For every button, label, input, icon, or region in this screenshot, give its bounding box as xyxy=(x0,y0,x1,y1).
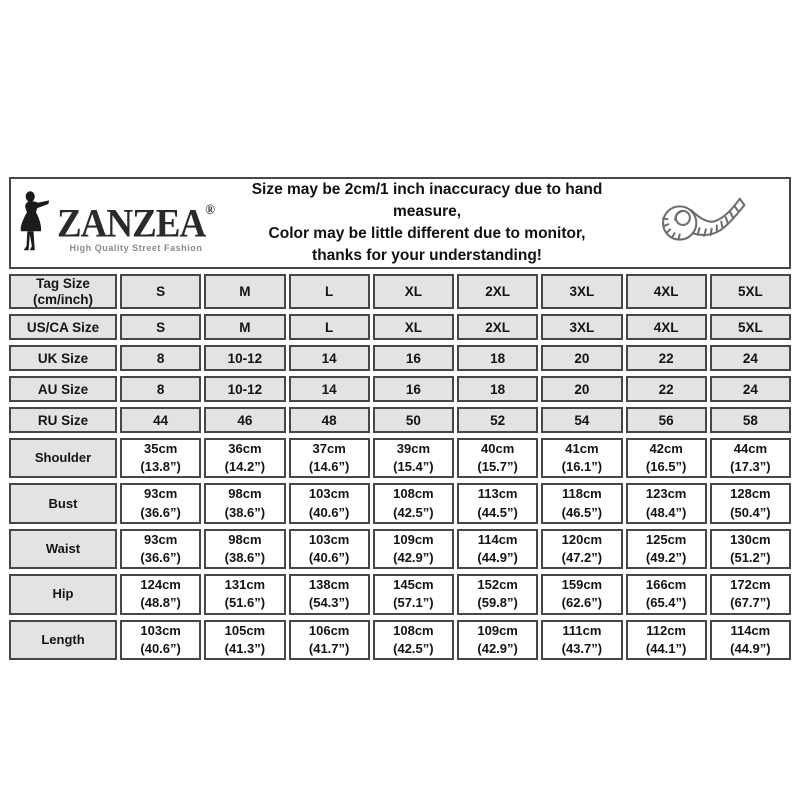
row-label-sub: (cm/inch) xyxy=(32,291,93,307)
measure-cell: 103cm (40.6”) xyxy=(289,529,370,569)
disclaimer-line-3: thanks for your understanding! xyxy=(312,247,542,264)
table-row xyxy=(9,438,791,478)
table-header-band xyxy=(9,177,791,269)
size-cell: 2XL xyxy=(457,314,538,340)
measure-cell: 138cm (54.3”) xyxy=(289,574,370,614)
measure-cell: 39cm (15.4”) xyxy=(373,438,454,478)
measure-cell: 113cm (44.5”) xyxy=(457,483,538,523)
row-label: RU Size xyxy=(9,407,117,433)
size-cell: 24 xyxy=(710,345,791,371)
size-cell: 20 xyxy=(541,345,622,371)
table-row xyxy=(9,483,791,523)
measure-cell: 124cm (48.8”) xyxy=(120,574,201,614)
size-cell: 10-12 xyxy=(204,376,285,402)
row-label: AU Size xyxy=(9,376,117,402)
measure-cell: 109cm (42.9”) xyxy=(457,620,538,660)
table-row xyxy=(9,574,791,614)
size-cell: 44 xyxy=(120,407,201,433)
size-cell: 16 xyxy=(373,345,454,371)
size-cell: S xyxy=(120,314,201,340)
measure-cell: 42cm (16.5”) xyxy=(626,438,707,478)
size-cell: L xyxy=(289,314,370,340)
size-cell: L xyxy=(289,274,370,309)
size-cell: 4XL xyxy=(626,314,707,340)
measure-cell: 159cm (62.6”) xyxy=(541,574,622,614)
measure-cell: 37cm (14.6”) xyxy=(289,438,370,478)
measure-cell: 166cm (65.4”) xyxy=(626,574,707,614)
measure-cell: 103cm (40.6”) xyxy=(289,483,370,523)
measure-cell: 108cm (42.5”) xyxy=(373,483,454,523)
table-row xyxy=(9,314,791,340)
measure-cell: 118cm (46.5”) xyxy=(541,483,622,523)
measure-cell: 120cm (47.2”) xyxy=(541,529,622,569)
measure-cell: 35cm (13.8”) xyxy=(120,438,201,478)
measure-cell: 128cm (50.4”) xyxy=(710,483,791,523)
brand-logo xyxy=(17,190,229,256)
size-cell: 10-12 xyxy=(204,345,285,371)
size-chart-sheet xyxy=(6,172,794,665)
size-cell: 56 xyxy=(626,407,707,433)
table-row xyxy=(9,620,791,660)
size-cell: 3XL xyxy=(541,314,622,340)
size-cell: 8 xyxy=(120,376,201,402)
measure-cell: 93cm (36.6”) xyxy=(120,529,201,569)
measure-cell: 123cm (48.4”) xyxy=(626,483,707,523)
row-label: UK Size xyxy=(9,345,117,371)
size-cell: 4XL xyxy=(626,274,707,309)
size-cell: XL xyxy=(373,314,454,340)
measure-cell: 125cm (49.2”) xyxy=(626,529,707,569)
size-disclaimer xyxy=(229,179,625,267)
size-cell: 22 xyxy=(626,345,707,371)
size-cell: 5XL xyxy=(710,314,791,340)
size-cell: M xyxy=(204,274,285,309)
size-cell: 2XL xyxy=(457,274,538,309)
size-cell: 14 xyxy=(289,376,370,402)
disclaimer-line-1: Size may be 2cm/1 inch inaccuracy due to hand measure, xyxy=(251,181,603,220)
disclaimer-line-2: Color may be little different due to monitor, xyxy=(268,225,586,242)
table-row xyxy=(9,529,791,569)
size-cell: M xyxy=(204,314,285,340)
measure-cell: 152cm (59.8”) xyxy=(457,574,538,614)
row-label: Length xyxy=(9,620,117,660)
size-cell: 20 xyxy=(541,376,622,402)
table-row xyxy=(9,345,791,371)
measure-cell: 172cm (67.7”) xyxy=(710,574,791,614)
measure-cell: 103cm (40.6”) xyxy=(120,620,201,660)
size-cell: 58 xyxy=(710,407,791,433)
brand-tagline: High Quality Street Fashion xyxy=(69,243,203,253)
size-cell: 52 xyxy=(457,407,538,433)
woman-silhouette-icon xyxy=(17,190,55,256)
measure-cell: 106cm (41.7”) xyxy=(289,620,370,660)
measure-cell: 114cm (44.9”) xyxy=(457,529,538,569)
brand-text xyxy=(57,200,215,256)
measure-cell: 114cm (44.9”) xyxy=(710,620,791,660)
row-label-text: Tag Size xyxy=(36,276,90,291)
size-cell: 24 xyxy=(710,376,791,402)
size-cell: 18 xyxy=(457,376,538,402)
brand-wordmark: ZANZEA xyxy=(57,201,206,246)
table-row xyxy=(9,274,791,309)
measuring-tape-icon xyxy=(629,191,779,255)
measure-cell: 93cm (36.6”) xyxy=(120,483,201,523)
measure-cell: 111cm (43.7”) xyxy=(541,620,622,660)
measure-cell: 36cm (14.2”) xyxy=(204,438,285,478)
size-cell: 3XL xyxy=(541,274,622,309)
registered-trademark: ® xyxy=(205,200,215,217)
measure-cell: 130cm (51.2”) xyxy=(710,529,791,569)
header-content xyxy=(11,179,789,267)
measure-cell: 44cm (17.3”) xyxy=(710,438,791,478)
size-cell: 16 xyxy=(373,376,454,402)
measure-cell: 112cm (44.1”) xyxy=(626,620,707,660)
measure-cell: 145cm (57.1”) xyxy=(373,574,454,614)
measure-cell: 41cm (16.1”) xyxy=(541,438,622,478)
measure-cell: 109cm (42.9”) xyxy=(373,529,454,569)
brand-name xyxy=(57,200,215,246)
measure-cell: 131cm (51.6”) xyxy=(204,574,285,614)
row-label xyxy=(9,274,117,309)
table-row xyxy=(9,376,791,402)
size-cell: 48 xyxy=(289,407,370,433)
row-label: Waist xyxy=(9,529,117,569)
row-label: Shoulder xyxy=(9,438,117,478)
row-label: Hip xyxy=(9,574,117,614)
tape-icon-wrap xyxy=(625,191,783,255)
measure-cell: 40cm (15.7”) xyxy=(457,438,538,478)
size-cell: 54 xyxy=(541,407,622,433)
size-cell: 18 xyxy=(457,345,538,371)
table-row xyxy=(9,407,791,433)
row-label: Bust xyxy=(9,483,117,523)
measure-cell: 98cm (38.6”) xyxy=(204,483,285,523)
size-cell: 22 xyxy=(626,376,707,402)
measure-cell: 98cm (38.6”) xyxy=(204,529,285,569)
size-cell: XL xyxy=(373,274,454,309)
size-cell: S xyxy=(120,274,201,309)
measure-cell: 108cm (42.5”) xyxy=(373,620,454,660)
size-cell: 50 xyxy=(373,407,454,433)
size-cell: 14 xyxy=(289,345,370,371)
size-chart-table xyxy=(6,172,794,665)
size-cell: 5XL xyxy=(710,274,791,309)
size-cell: 8 xyxy=(120,345,201,371)
header-cell xyxy=(9,177,791,269)
row-label: US/CA Size xyxy=(9,314,117,340)
measure-cell: 105cm (41.3”) xyxy=(204,620,285,660)
size-cell: 46 xyxy=(204,407,285,433)
